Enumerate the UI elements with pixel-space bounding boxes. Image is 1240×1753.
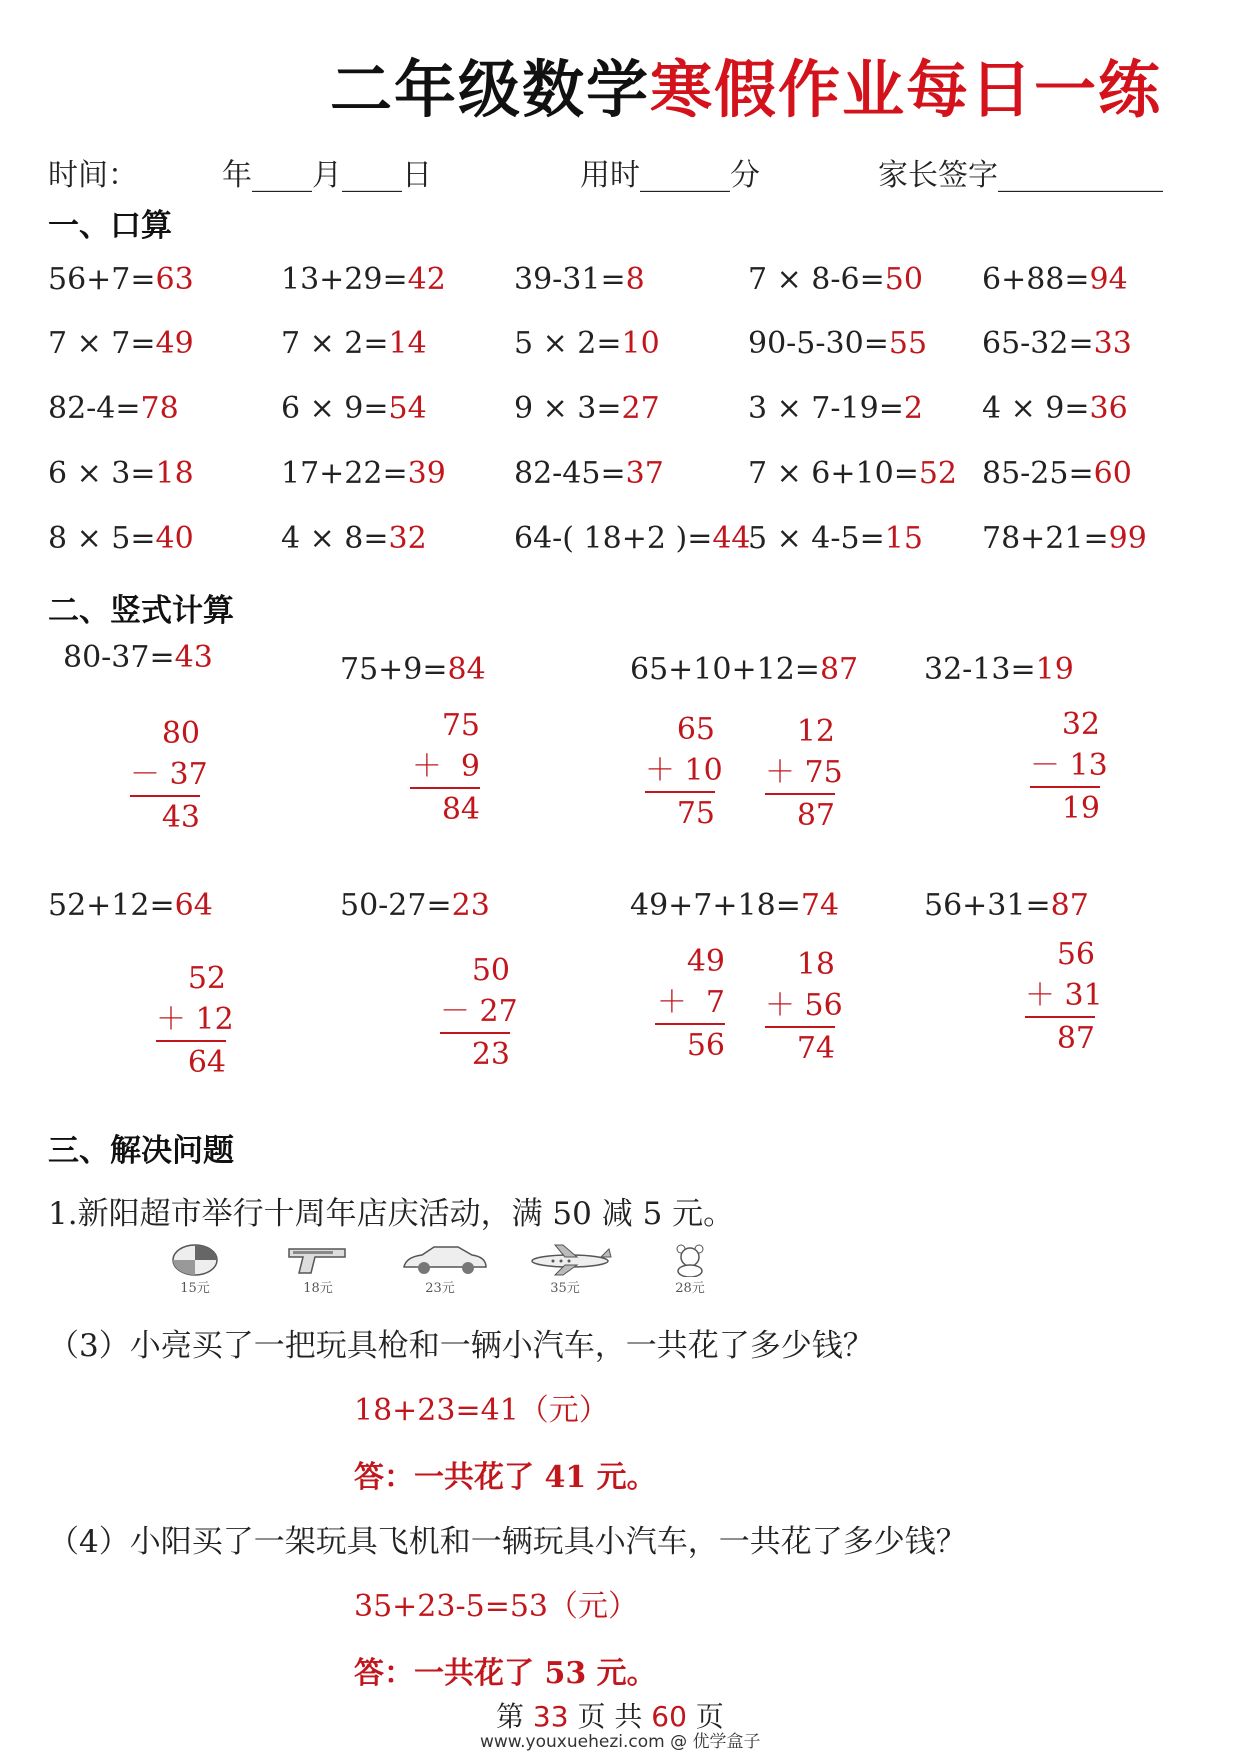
oral-question: 5 × 4-5=: [748, 521, 885, 556]
oral-item: [281, 456, 446, 491]
oral-question: 3 × 7-19=: [748, 391, 904, 426]
oral-answer: 32: [388, 521, 427, 556]
vertical-header: 50-27=23: [340, 888, 490, 923]
oral-question: 8 × 5=: [48, 521, 156, 556]
oral-answer: 40: [155, 521, 194, 556]
oral-answer: 18: [155, 456, 194, 491]
oral-question: 82-45=: [514, 456, 626, 491]
oral-answer: 36: [1089, 391, 1128, 426]
oral-item: [514, 326, 660, 361]
oral-item: [748, 262, 923, 297]
oral-question: 5 × 2=: [514, 326, 622, 361]
oral-item: [982, 456, 1132, 491]
question-3-calc: 18+23=41（元）: [354, 1393, 609, 1428]
oral-question: 6+88=: [982, 262, 1090, 297]
oral-item: [48, 391, 179, 426]
oral-question: 82-4=: [48, 391, 141, 426]
oral-item: [982, 326, 1132, 361]
toy-gun-icon: [283, 1243, 353, 1277]
vertical-header: 80-37=43: [63, 640, 213, 675]
oral-answer: 52: [918, 456, 958, 491]
oral-question: 4 × 8=: [281, 521, 389, 556]
toy-gun: 18元: [278, 1243, 358, 1296]
oral-answer: 14: [388, 326, 427, 361]
toy-plane-icon: [525, 1243, 615, 1277]
vertical-calc: 49 ＋ 7 56: [655, 941, 725, 1066]
vertical-calc: 18 ＋ 56 74: [765, 944, 835, 1069]
oral-question: 13+29=: [281, 262, 408, 297]
oral-question: 64-( 18+2 )=: [514, 521, 713, 556]
oral-item: [748, 326, 927, 361]
toy-ball: 15元: [155, 1243, 235, 1296]
vertical-header: 32-13=19: [924, 652, 1074, 687]
vertical-header: 52+12=64: [48, 888, 213, 923]
time-used-field: 用时______分: [580, 158, 760, 193]
oral-question: 56+7=: [48, 262, 156, 297]
vertical-calc: 12 ＋ 75 87: [765, 711, 835, 836]
oral-question: 6 × 9=: [281, 391, 389, 426]
oral-question: 17+22=: [281, 456, 408, 491]
oral-answer: 37: [625, 456, 664, 491]
oral-answer: 27: [621, 391, 660, 426]
vertical-calc: 65 ＋ 10 75: [645, 709, 715, 834]
problem-intro: 1.新阳超市举行十周年店庆活动，满 50 减 5 元。: [48, 1196, 735, 1232]
oral-question: 4 × 9=: [982, 391, 1090, 426]
oral-answer: 94: [1089, 262, 1128, 297]
title-red: 寒假作业每日一练: [650, 53, 1163, 126]
oral-question: 7 × 2=: [281, 326, 389, 361]
oral-answer: 49: [155, 326, 194, 361]
question-3-answer: 答：一共花了 41 元。: [354, 1460, 657, 1495]
oral-answer: 39: [407, 456, 446, 491]
oral-item: [982, 391, 1128, 426]
oral-item: [281, 521, 427, 556]
page-number: 第 33 页 共 60 页: [496, 1700, 724, 1733]
parent-signature-field: 家长签字___________: [878, 158, 1163, 193]
oral-item: [982, 521, 1147, 556]
oral-item: [514, 521, 751, 556]
section-oral-title: 一、口算: [48, 208, 172, 244]
question-4-calc: 35+23-5=53（元）: [354, 1589, 639, 1624]
toy-car-icon: [400, 1243, 490, 1277]
oral-item: [514, 456, 664, 491]
oral-item: [281, 326, 427, 361]
vertical-header: 75+9=84: [340, 652, 486, 687]
oral-answer: 15: [884, 521, 923, 556]
time-label: 时间：: [48, 158, 138, 193]
oral-answer: 10: [621, 326, 660, 361]
vertical-calc: 56 ＋ 31 87: [1025, 934, 1095, 1059]
oral-answer: 33: [1093, 326, 1132, 361]
oral-question: 65-32=: [982, 326, 1094, 361]
oral-question: 39-31=: [514, 262, 626, 297]
oral-question: 6 × 3=: [48, 456, 156, 491]
oral-question: 90-5-30=: [748, 326, 889, 361]
vertical-calc: 52 ＋ 12 64: [156, 958, 226, 1083]
date-field: 年____月____日: [222, 158, 432, 193]
toy-bear: 28元: [650, 1243, 730, 1296]
oral-answer: 63: [155, 262, 194, 297]
oral-item: [748, 456, 957, 491]
oral-item: [48, 456, 194, 491]
oral-question: 9 × 3=: [514, 391, 622, 426]
vertical-calc: 80 － 37 43: [130, 713, 200, 838]
section-problem-title: 三、解决问题: [48, 1133, 234, 1169]
oral-answer: 54: [388, 391, 427, 426]
oral-question: 7 × 6+10=: [748, 456, 919, 491]
oral-answer: 44: [712, 521, 751, 556]
question-4-answer: 答：一共花了 53 元。: [354, 1656, 657, 1691]
vertical-calc: 50 － 27 23: [440, 950, 510, 1075]
page-title: [330, 40, 1162, 129]
oral-item: [748, 391, 923, 426]
vertical-header: 56+31=87: [924, 888, 1089, 923]
vertical-header: 49+7+18=74: [630, 888, 840, 923]
oral-answer: 42: [407, 262, 446, 297]
vertical-calc: 32 － 13 19: [1030, 704, 1100, 829]
vertical-header: 65+10+12=87: [630, 652, 859, 687]
toy-car: 23元: [400, 1243, 480, 1296]
title-black: 二年级数学: [330, 53, 651, 126]
section-vertical-title: 二、竖式计算: [48, 593, 234, 629]
oral-item: [48, 262, 194, 297]
oral-item: [281, 262, 446, 297]
oral-item: [48, 521, 194, 556]
oral-answer: 99: [1108, 521, 1147, 556]
oral-answer: 2: [903, 391, 923, 426]
oral-question: 7 × 8-6=: [748, 262, 885, 297]
oral-answer: 50: [884, 262, 923, 297]
oral-item: [281, 391, 427, 426]
oral-item: [514, 262, 645, 297]
question-4: （4）小阳买了一架玩具飞机和一辆玩具小汽车，一共花了多少钱？: [48, 1524, 967, 1560]
toy-plane: 35元: [525, 1243, 605, 1296]
toy-bear-icon: [665, 1243, 715, 1277]
oral-answer: 60: [1093, 456, 1132, 491]
oral-answer: 8: [625, 262, 645, 297]
oral-item: [748, 521, 923, 556]
oral-item: [982, 262, 1128, 297]
question-3: （3）小亮买了一把玩具枪和一辆小汽车，一共花了多少钱？: [48, 1328, 874, 1364]
oral-answer: 55: [888, 326, 928, 361]
oral-question: 78+21=: [982, 521, 1109, 556]
watermark-site: www.youxuehezi.com @ 优学盒子: [480, 1732, 761, 1752]
oral-item: [48, 326, 194, 361]
ball-icon: [167, 1243, 223, 1277]
oral-question: 7 × 7=: [48, 326, 156, 361]
oral-answer: 78: [140, 391, 179, 426]
vertical-calc: 75 ＋ 9 84: [410, 705, 480, 830]
oral-item: [514, 391, 660, 426]
oral-question: 85-25=: [982, 456, 1094, 491]
